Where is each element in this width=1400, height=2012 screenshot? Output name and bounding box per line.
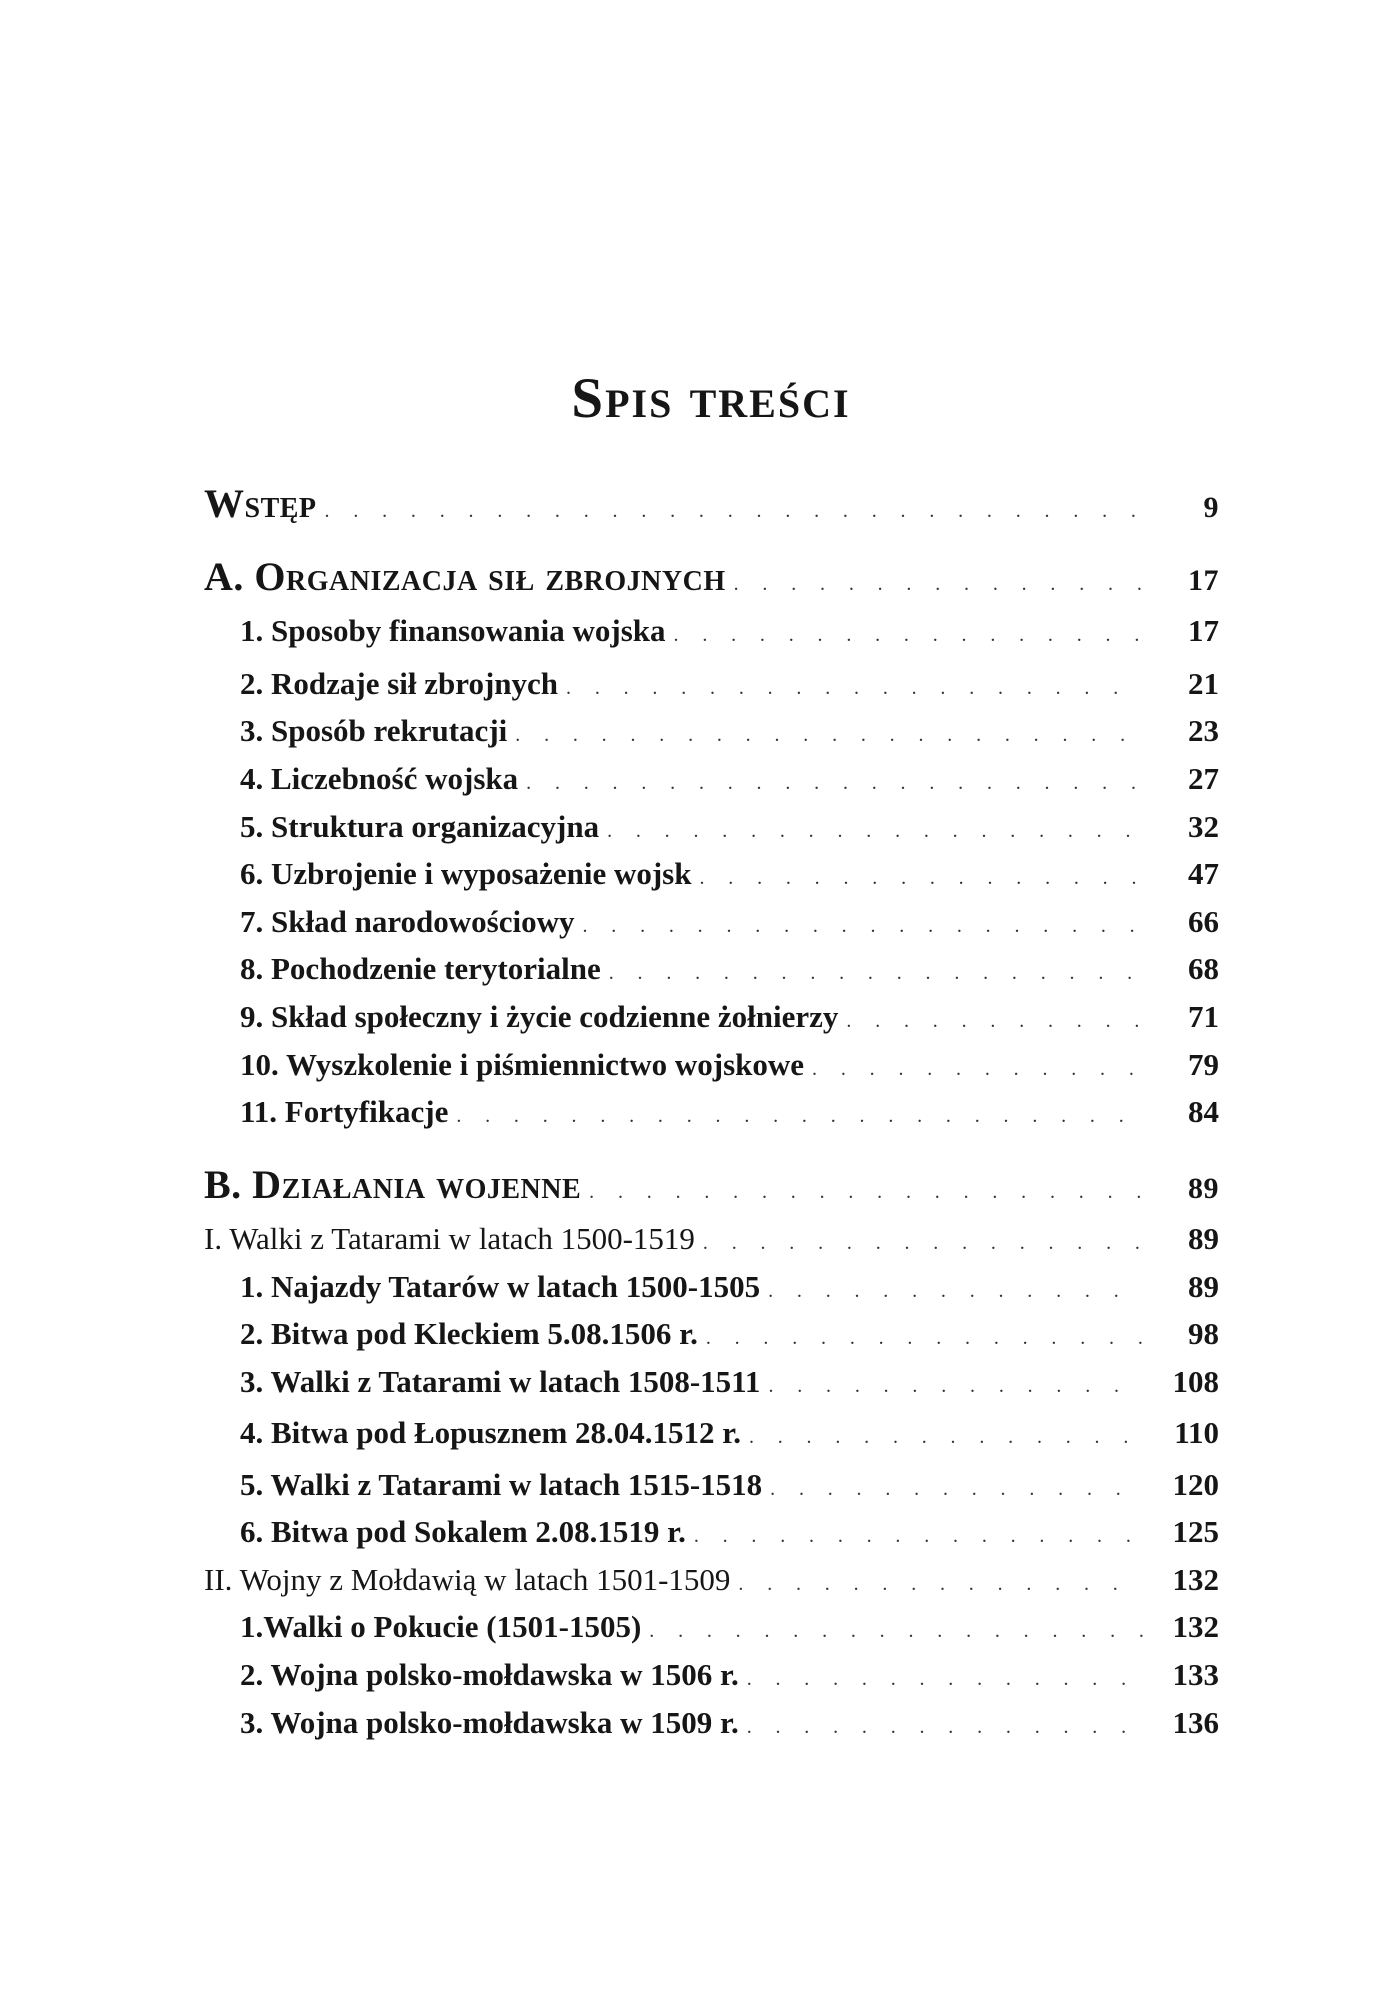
toc-entry[interactable]: [240, 809, 1219, 845]
toc-entry[interactable]: [240, 1047, 1219, 1083]
toc-entry[interactable]: [240, 951, 1219, 987]
toc-page-number: 9: [1203, 491, 1219, 524]
toc-entry-part-ii[interactable]: [204, 1562, 1219, 1598]
toc-page-number: 66: [1188, 904, 1219, 939]
toc-page-number: 98: [1188, 1316, 1219, 1351]
dot-leader: [738, 1573, 1143, 1596]
toc-entry-label: 2. Bitwa pod Kleckiem 5.08.1506 r.: [240, 1316, 698, 1351]
toc-entry[interactable]: [240, 1364, 1219, 1400]
dot-leader: [649, 1620, 1143, 1643]
page-title: Spis treści: [571, 367, 851, 430]
toc-page-number: 133: [1172, 1657, 1219, 1692]
toc-entry-label: 3. Wojna polsko-mołdawska w 1509 r.: [240, 1705, 739, 1740]
toc-page-number: 84: [1188, 1094, 1219, 1129]
toc-entry-label: 3. Walki z Tatarami w latach 1508-1511: [240, 1364, 761, 1399]
toc-page-number: 32: [1188, 809, 1219, 844]
toc-entry-label: 6. Bitwa pod Sokalem 2.08.1519 r.: [240, 1514, 686, 1549]
toc-entry[interactable]: [240, 904, 1219, 940]
dot-leader: [703, 1232, 1143, 1255]
dot-leader: [699, 867, 1143, 890]
dot-leader: [566, 677, 1143, 700]
toc-page-number: 17: [1188, 564, 1219, 597]
dot-leader: [526, 772, 1143, 795]
toc-entry-label: 4. Bitwa pod Łopusznem 28.04.1512 r.: [240, 1415, 741, 1450]
toc-entry[interactable]: [240, 761, 1219, 797]
dot-leader: [768, 1375, 1143, 1398]
toc-page-number: 27: [1188, 761, 1219, 796]
toc-entry-label: 11. Fortyfikacje: [240, 1094, 449, 1129]
toc-entry-label: 9. Skład społeczny i życie codzienne żołnierzy: [240, 999, 839, 1034]
toc-page-number: 132: [1172, 1562, 1219, 1597]
dot-leader: [674, 624, 1143, 647]
toc-entry-label: 6. Uzbrojenie i wyposażenie wojsk: [240, 856, 692, 891]
toc-entry[interactable]: [240, 1269, 1219, 1305]
dot-leader: [456, 1105, 1143, 1128]
dot-leader: [325, 500, 1143, 523]
toc-entry-label: B. Działania wojenne: [204, 1162, 582, 1207]
dot-leader: [582, 915, 1143, 938]
toc-page-number: 79: [1188, 1047, 1219, 1082]
toc-entry-label: 5. Struktura organizacyjna: [240, 809, 600, 844]
toc-entry[interactable]: [240, 1609, 1219, 1645]
toc-entry[interactable]: [240, 713, 1219, 749]
toc-entry-label: 7. Skład narodowościowy: [240, 904, 575, 939]
dot-leader: [770, 1478, 1143, 1501]
toc-page-number: 47: [1188, 856, 1219, 891]
dot-leader: [768, 1280, 1143, 1303]
dot-leader: [846, 1010, 1143, 1033]
toc-entry-label: 4. Liczebność wojska: [240, 761, 519, 796]
toc-entry[interactable]: [240, 1316, 1219, 1352]
toc-entry-label: 10. Wyszkolenie i piśmiennictwo wojskowe: [240, 1047, 805, 1082]
dot-leader: [515, 724, 1143, 747]
toc-entry-label: A. Organizacja sił zbrojnych: [204, 554, 726, 599]
dot-leader: [734, 573, 1143, 596]
dot-leader: [589, 1181, 1143, 1204]
toc-entry-label: Wstęp: [204, 481, 317, 526]
toc-page-number: 17: [1188, 613, 1219, 648]
toc-page-number: 125: [1172, 1514, 1219, 1549]
toc-entry-label: 8. Pochodzenie terytorialne: [240, 951, 601, 986]
toc-entry[interactable]: [240, 856, 1219, 892]
dot-leader: [694, 1525, 1143, 1548]
toc-entry-label: 1. Najazdy Tatarów w latach 1500-1505: [240, 1269, 761, 1304]
toc-entry-label: 1.Walki o Pokucie (1501-1505): [240, 1609, 642, 1644]
toc-page-number: 89: [1188, 1172, 1219, 1205]
toc-entry-label: I. Walki z Tatarami w latach 1500-1519: [204, 1221, 695, 1256]
toc-entry[interactable]: [240, 1094, 1219, 1130]
toc-entry[interactable]: [240, 1415, 1219, 1451]
toc-page-number: 89: [1188, 1221, 1219, 1256]
toc-entry[interactable]: [240, 1705, 1219, 1741]
toc-entry-label: 2. Wojna polsko-mołdawska w 1506 r.: [240, 1657, 739, 1692]
toc-entry-label: 1. Sposoby finansowania wojska: [240, 613, 666, 648]
toc-entry[interactable]: [240, 1657, 1219, 1693]
toc-entry-part-i[interactable]: [204, 1221, 1219, 1257]
toc-entry-label: II. Wojny z Mołdawią w latach 1501-1509: [204, 1562, 731, 1597]
dot-leader: [609, 962, 1143, 985]
dot-leader: [706, 1327, 1143, 1350]
toc-entry-label: 5. Walki z Tatarami w latach 1515-1518: [240, 1467, 763, 1502]
toc-page-number: 110: [1174, 1415, 1219, 1450]
toc-page-number: 89: [1188, 1269, 1219, 1304]
toc-entry[interactable]: [240, 999, 1219, 1035]
toc-entry[interactable]: [240, 666, 1219, 702]
dot-leader: [747, 1668, 1143, 1691]
toc-entry[interactable]: [240, 613, 1219, 649]
toc-page-number: 68: [1188, 951, 1219, 986]
toc-entry-label: 3. Sposób rekrutacji: [240, 713, 508, 748]
toc-page-number: 23: [1188, 713, 1219, 748]
toc-page-number: 136: [1172, 1705, 1219, 1740]
dot-leader: [747, 1716, 1143, 1739]
dot-leader: [812, 1058, 1143, 1081]
toc-page-number: 71: [1188, 999, 1219, 1034]
toc-entry-wstep[interactable]: [204, 480, 1219, 527]
toc-entry-section-a[interactable]: [204, 553, 1219, 600]
dot-leader: [607, 820, 1143, 843]
toc-page-number: 132: [1172, 1609, 1219, 1644]
toc-page-number: 108: [1172, 1364, 1219, 1399]
toc-page-number: 120: [1172, 1467, 1219, 1502]
dot-leader: [749, 1426, 1143, 1449]
toc-entry[interactable]: [240, 1514, 1219, 1550]
toc-entry-section-b[interactable]: [204, 1161, 1219, 1208]
toc-entry-label: 2. Rodzaje sił zbrojnych: [240, 666, 559, 701]
toc-entry[interactable]: [240, 1467, 1219, 1503]
toc-page-number: 21: [1188, 666, 1219, 701]
